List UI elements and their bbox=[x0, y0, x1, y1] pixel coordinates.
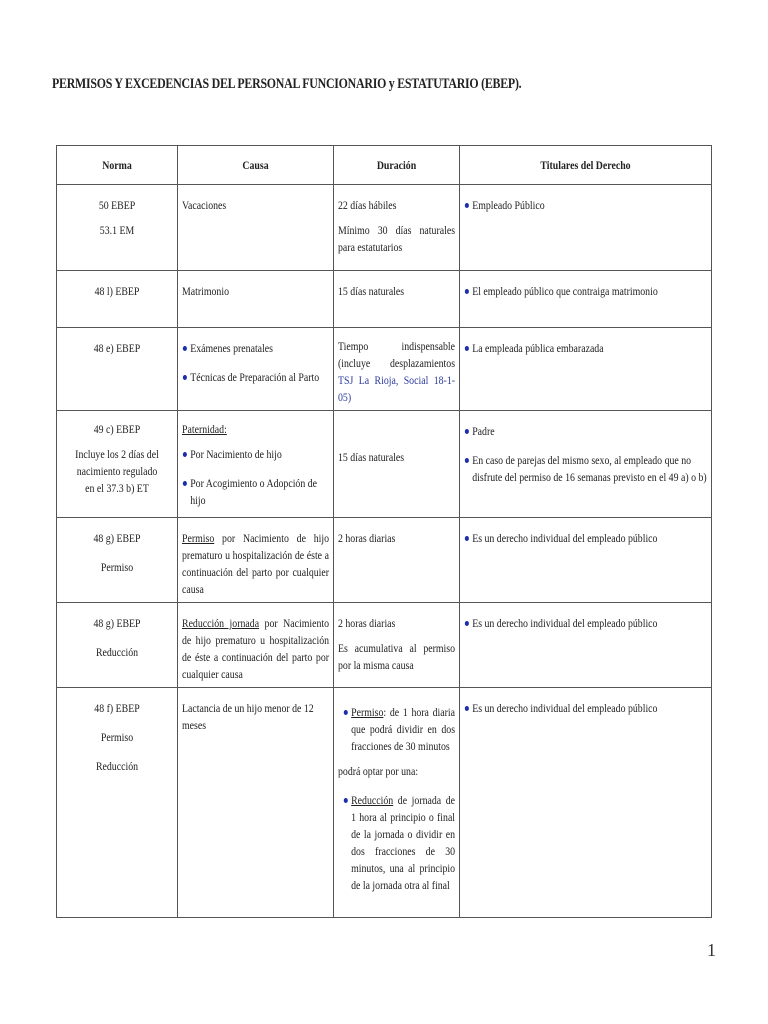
titular-item: Empleado Público bbox=[464, 197, 707, 214]
page-number: 1 bbox=[707, 940, 716, 960]
header-titulares: Titulares del Derecho bbox=[460, 146, 712, 185]
norma-line: 48 e) EBEP bbox=[93, 341, 141, 355]
duracion-text: Es acumulativa al permiso por la misma causa bbox=[338, 641, 456, 672]
causa-cell bbox=[178, 411, 334, 518]
table-row bbox=[57, 518, 712, 603]
causa-cell bbox=[178, 185, 334, 271]
causa-cell bbox=[178, 328, 334, 411]
titulares-cell bbox=[460, 411, 712, 518]
duracion-item-text: : de 1 hora diaria que podrá dividir en dos fracciones de 30 minutos bbox=[351, 705, 456, 753]
causa-cell bbox=[178, 518, 334, 603]
titular-item: Es un derecho individual del empleado público bbox=[464, 700, 707, 717]
titular-item: Es un derecho individual del empleado público bbox=[464, 615, 707, 632]
table-header-row bbox=[57, 146, 712, 185]
titular-item: En caso de parejas del mismo sexo, al empleado que no disfrute del permiso de 16 semanas previsto en el 49 a) o b) bbox=[464, 452, 707, 486]
causa-cell bbox=[178, 271, 334, 328]
norma-cell bbox=[57, 411, 178, 518]
norma-cell bbox=[57, 271, 178, 328]
duracion-item-underlined: Reducción bbox=[351, 793, 394, 807]
causa-text: por Nacimiento de hijo prematuro u hospitalización de éste a continuación del parto por cualquier causa bbox=[182, 531, 330, 596]
causa-item: Por Acogimiento o Adopción de hijo bbox=[182, 475, 329, 509]
causa-text: Lactancia de un hijo menor de 12 meses bbox=[182, 701, 314, 732]
table-row bbox=[57, 603, 712, 688]
titular-item: El empleado público que contraiga matrimonio bbox=[464, 283, 707, 300]
table-row bbox=[57, 185, 712, 271]
header-duracion: Duración bbox=[334, 146, 460, 185]
titulares-cell bbox=[460, 185, 712, 271]
causa-head: Paternidad: bbox=[182, 422, 227, 436]
titulares-cell bbox=[460, 328, 712, 411]
header-norma: Norma bbox=[57, 146, 178, 185]
duracion-text: podrá optar por una: bbox=[338, 764, 419, 778]
jurisprudencia-ref: TSJ La Rioja, Social 18-1-05) bbox=[338, 373, 456, 404]
duracion-text: 22 días hábiles bbox=[338, 198, 397, 212]
norma-cell bbox=[57, 328, 178, 411]
duracion-cell bbox=[334, 328, 460, 411]
duracion-cell bbox=[334, 411, 460, 518]
norma-cell bbox=[57, 185, 178, 271]
duracion-text: 15 días naturales bbox=[338, 284, 405, 298]
duracion-cell bbox=[334, 185, 460, 271]
duracion-item bbox=[343, 704, 455, 755]
norma-line: 53.1 EM bbox=[99, 223, 135, 237]
causa-cell bbox=[178, 603, 334, 688]
duracion-text: Tiempo indispensable (incluye desplazamientos bbox=[338, 339, 456, 370]
titular-item: Es un derecho individual del empleado público bbox=[464, 530, 707, 547]
table-row bbox=[57, 328, 712, 411]
titular-item: La empleada pública embarazada bbox=[464, 340, 707, 357]
norma-cell bbox=[57, 688, 178, 918]
causa-text: Matrimonio bbox=[182, 284, 230, 298]
duracion-cell bbox=[334, 518, 460, 603]
causa-text: Vacaciones bbox=[182, 198, 227, 212]
norma-cell bbox=[57, 603, 178, 688]
norma-cell bbox=[57, 518, 178, 603]
norma-line: Reducción bbox=[95, 645, 139, 659]
titulares-cell bbox=[460, 271, 712, 328]
norma-line: 48 g) EBEP bbox=[93, 531, 141, 545]
norma-line: 50 EBEP bbox=[98, 198, 136, 212]
duracion-cell bbox=[334, 688, 460, 918]
duracion-item-underlined: Permiso bbox=[351, 705, 384, 719]
duracion-item-text: de jornada de 1 hora al principio o final de la jornada o dividir en dos fracciones de 30 minutos, una al principio de la jornada otra al final bbox=[351, 793, 456, 892]
document-title: PERMISOS Y EXCEDENCIAS DEL PERSONAL FUNCIONARIO y ESTATUTARIO (EBEP). bbox=[52, 76, 522, 92]
titulares-cell bbox=[460, 603, 712, 688]
causa-text: por Nacimiento de hijo prematuro u hospitalización de éste a continuación del parto por cualquier causa bbox=[182, 616, 330, 681]
duracion-cell bbox=[334, 603, 460, 688]
norma-line: Reducción bbox=[95, 759, 139, 773]
table-row bbox=[57, 688, 712, 918]
permisos-table bbox=[56, 145, 712, 918]
norma-line: 48 l) EBEP bbox=[94, 284, 140, 298]
table-row bbox=[57, 411, 712, 518]
causa-item: Exámenes prenatales bbox=[182, 340, 329, 357]
causa-item: Técnicas de Preparación al Parto bbox=[182, 369, 329, 386]
norma-line: Permiso bbox=[100, 560, 134, 574]
titular-item: Padre bbox=[464, 423, 707, 440]
causa-cell bbox=[178, 688, 334, 918]
duracion-text: 15 días naturales bbox=[338, 450, 405, 464]
table-row bbox=[57, 271, 712, 328]
duracion-item bbox=[343, 792, 455, 894]
norma-line: 48 f) EBEP bbox=[94, 701, 140, 715]
norma-line: Incluye los 2 días del nacimiento regulado en el 37.3 b) ET bbox=[75, 447, 159, 495]
header-causa: Causa bbox=[178, 146, 334, 185]
norma-line: 49 c) EBEP bbox=[93, 422, 141, 436]
causa-underlined: Reducción jornada bbox=[182, 616, 260, 630]
duracion-text: 2 horas diarias bbox=[338, 616, 396, 630]
titulares-cell bbox=[460, 518, 712, 603]
duracion-cell bbox=[334, 271, 460, 328]
causa-item: Por Nacimiento de hijo bbox=[182, 446, 329, 463]
norma-line: 48 g) EBEP bbox=[93, 616, 141, 630]
duracion-text: Mínimo 30 días naturales para estatutarios bbox=[338, 223, 456, 254]
titulares-cell bbox=[460, 688, 712, 918]
duracion-text: 2 horas diarias bbox=[338, 531, 396, 545]
causa-underlined: Permiso bbox=[182, 531, 215, 545]
norma-line: Permiso bbox=[100, 730, 134, 744]
